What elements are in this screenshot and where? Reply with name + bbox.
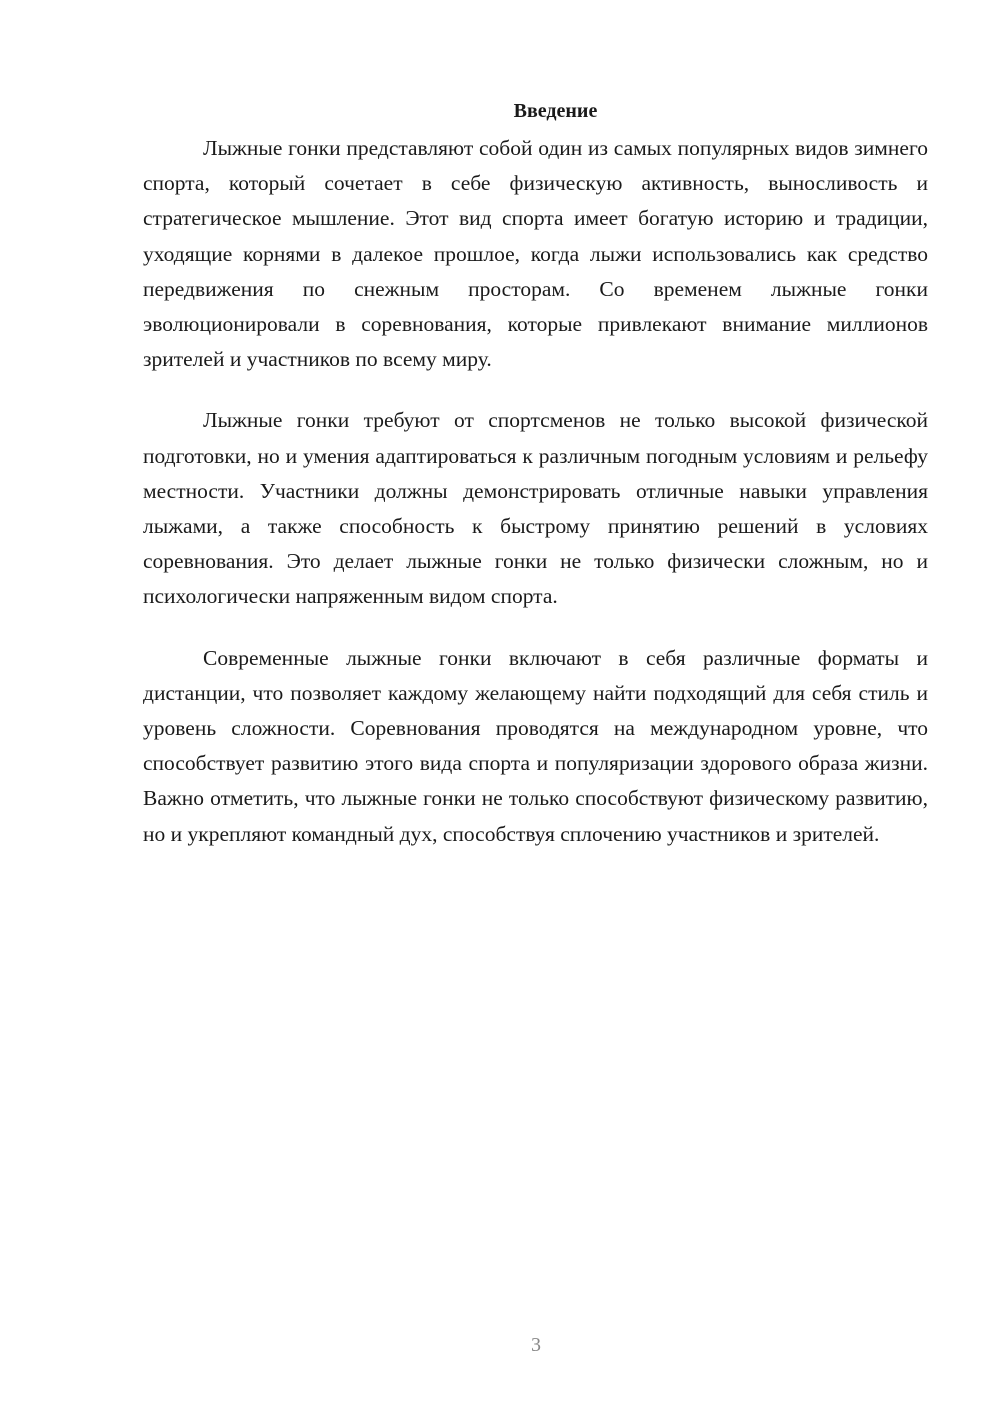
paragraph-2: Лыжные гонки требуют от спортсменов не только высокой физической подготовки, но и умения адаптироваться к различным погодным условиям и рельефу местности. Участники должны демонстрировать отличные навыки управления лыжами, а также способность к быстрому принятию решений в условиях соревнования. Это делает лыжные гонки не только физически сложным, но и психологически напряженным видом спорта. (143, 408, 928, 609)
paragraph-1: Лыжные гонки представляют собой один из самых популярных видов зимнего спорта, который сочетает в себе физическую активность, выносливость и стратегическое мышление. Этот вид спорта имеет богатую историю и традиции, уходящие корнями в далекое прошлое, когда лыжи использовались как средство передвижения по снежным просторам. Со временем лыжные гонки эволюционировали в соревнования, которые привлекают внимание миллионов зрителей и участников по всему миру. (143, 136, 928, 372)
section-heading: Введение (513, 100, 598, 122)
paragraph-3: Современные лыжные гонки включают в себя различные форматы и дистанции, что позволяет каждому желающему найти подходящий для себя стиль и уровень сложности. Соревнования проводятся на международном уровне, что способствует развитию этого вида спорта и популяризации здорового образа жизни. Важно отметить, что лыжные гонки не только способствуют физическому развитию, но и укрепляют командный дух, способствуя сплочению участников и зрителей. (143, 645, 928, 846)
page-content (143, 96, 928, 878)
page-number: 3 (531, 1334, 541, 1356)
